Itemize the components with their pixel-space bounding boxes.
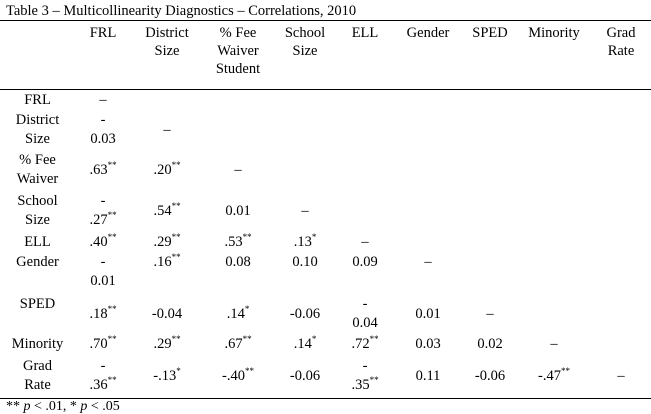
table-cell [399,253,457,272]
table-cell [138,161,196,180]
table-cell [205,253,271,272]
cell-value: - 0.01 [90,254,116,289]
significance-marker: * [311,232,317,242]
cell-value: .63 [89,162,108,178]
cell-value: 0.09 [352,254,378,270]
table-cell [519,335,589,354]
cell-value: -0.04 [151,306,183,322]
cell-value: – [550,336,558,352]
row-label: FRL [24,92,51,108]
row-label: Gender [16,254,59,270]
significance-marker: ** [244,366,254,376]
significance-marker: ** [107,210,117,220]
table-cell [276,305,334,324]
cell-value: .29 [153,234,172,250]
cell-value: -0.06 [474,368,506,384]
cell-value: .72 [351,336,370,352]
table-cell [205,367,271,386]
cell-value: – [617,368,625,384]
table-cell [519,367,589,386]
cell-value: – [234,162,242,178]
table-cell [78,305,128,324]
cell-value: 0.02 [477,336,503,352]
table-cell [276,233,334,252]
cell-value: – [163,122,171,138]
cell-value: .53 [224,234,243,250]
table-cell [138,253,196,272]
note-text-2: < .05 [87,399,120,414]
table-cell [276,253,334,272]
cell-value: .14 [293,336,312,352]
table-cell [461,335,519,354]
table-cell [341,233,389,252]
cell-value: 0.01 [415,306,441,322]
column-header: Gender [406,25,450,41]
note-p-symbol: p [23,399,31,414]
table-cell [78,192,128,230]
table-cell [599,367,643,386]
table-cell [78,161,128,180]
column-header: Minority [528,25,580,41]
table-cell [138,121,196,140]
table-cell [138,202,196,221]
column-header: District Size [145,25,189,59]
significance-marker: * [176,366,181,376]
cell-value: .54 [153,203,172,219]
cell-value: – [424,254,432,270]
table-cell [78,233,128,252]
cell-value: - 0.03 [90,112,116,147]
cell-value: .67 [224,336,243,352]
cell-value: -0.06 [289,306,321,322]
table-cell [341,295,389,333]
table-cell [78,357,128,395]
significance-marker: ** [107,160,117,170]
table-cell [341,253,389,272]
significance-marker: * [244,304,250,314]
cell-value: -.40 [222,368,245,384]
significance-marker: ** [242,232,252,242]
top-rule [0,20,651,21]
cell-value: - .27 [89,193,108,228]
cell-value: .14 [226,306,245,322]
significance-marker: * [311,334,317,344]
table-cell [138,233,196,252]
significance-marker: ** [171,252,181,262]
table-cell [138,367,196,386]
row-label: % Fee Waiver [16,152,59,187]
note-prefix: ** [6,399,24,414]
cell-value: .18 [89,306,108,322]
table-cell [205,202,271,221]
table-cell [138,305,196,324]
table-cell [78,253,128,291]
cell-value: .29 [153,336,172,352]
table-cell [399,367,457,386]
significance-note [6,399,120,414]
table-cell [276,202,334,221]
significance-marker: ** [560,366,570,376]
significance-marker: ** [107,375,117,385]
header-rule [0,89,651,90]
cell-value: -.13 [153,368,177,384]
row-label: SPED [19,296,56,312]
table-cell [276,335,334,354]
column-header: % Fee Waiver Student [215,25,261,77]
note-text-1: < .01, * [30,399,81,414]
row-label: District Size [15,112,60,147]
cell-value: – [99,92,107,108]
cell-value: 0.01 [225,203,251,219]
significance-marker: ** [171,201,181,211]
significance-marker: ** [107,334,117,344]
table-cell [461,305,519,324]
column-header: SPED [472,25,508,41]
significance-marker: ** [171,160,181,170]
cell-value: -0.06 [289,368,321,384]
significance-marker: ** [171,334,181,344]
cell-value: -.47 [538,368,561,384]
table-cell [78,91,128,110]
row-label: ELL [24,234,51,250]
table-cell [399,335,457,354]
table-cell [138,335,196,354]
column-header: FRL [89,25,117,41]
table-cell [341,357,389,395]
column-header: Grad Rate [606,25,636,59]
table-cell [205,161,271,180]
cell-value: 0.08 [225,254,251,270]
table-cell [461,367,519,386]
cell-value: - .35 [351,358,370,393]
cell-value: .16 [153,254,172,270]
significance-marker: ** [369,375,379,385]
column-header: ELL [351,25,379,41]
cell-value: - 0.04 [352,296,378,331]
cell-value: – [486,306,494,322]
cell-value: – [301,203,309,219]
table-cell [399,305,457,324]
table-cell [78,335,128,354]
significance-marker: ** [369,334,379,344]
table-cell [205,233,271,252]
cell-value: 0.11 [415,368,441,384]
cell-value: 0.10 [292,254,318,270]
cell-value: .13 [293,234,312,250]
cell-value: .20 [153,162,172,178]
significance-marker: ** [242,334,252,344]
table-cell [341,335,389,354]
table-cell [78,111,128,149]
cell-value: 0.03 [415,336,441,352]
cell-value: .40 [89,234,108,250]
significance-marker: ** [171,232,181,242]
note-p-symbol-2: p [80,399,88,414]
table-cell [205,335,271,354]
row-label: Grad Rate [23,358,52,393]
cell-value: - .36 [89,358,108,393]
cell-value: .70 [89,336,108,352]
significance-marker: ** [107,304,117,314]
significance-marker: ** [107,232,117,242]
table-cell [205,305,271,324]
cell-value: – [361,234,369,250]
column-header: School Size [284,25,326,59]
table-cell [276,367,334,386]
row-label: School Size [17,193,58,228]
row-label: Minority [11,336,64,352]
table-title: Table 3 – Multicollinearity Diagnostics – Correlations, 2010 [6,3,357,19]
